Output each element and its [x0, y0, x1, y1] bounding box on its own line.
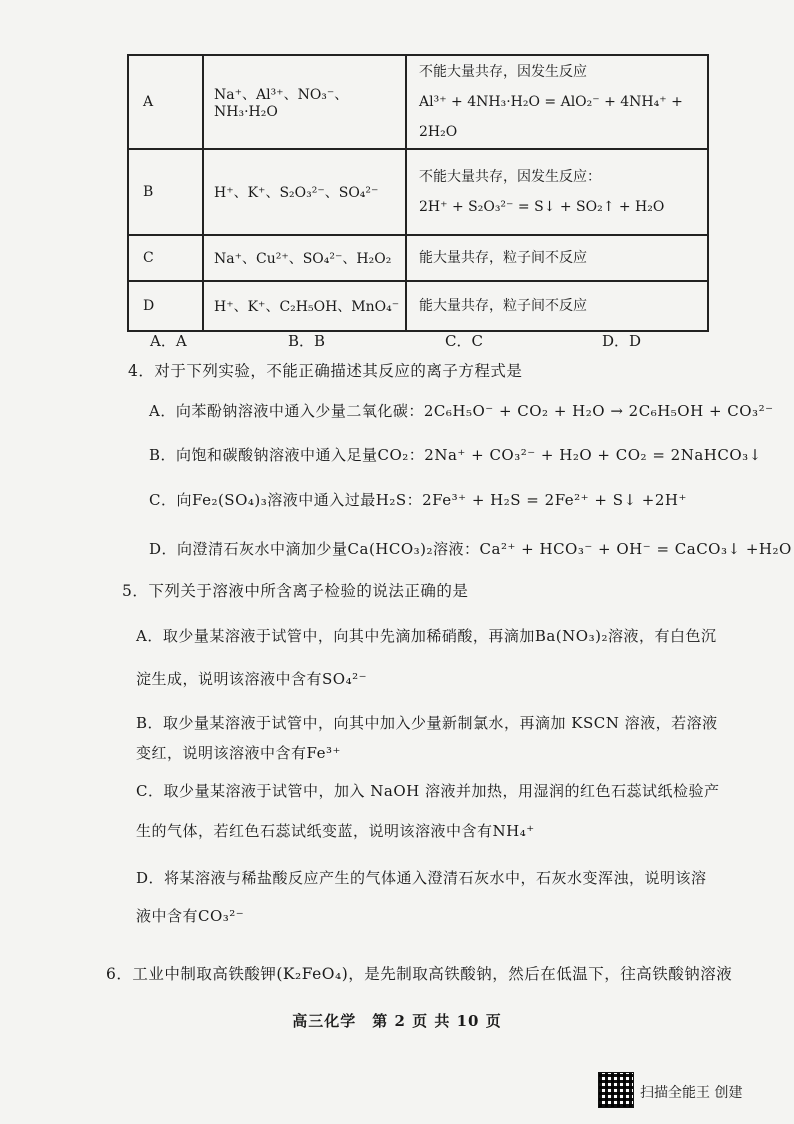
desc-line: 能大量共存，粒子间不反应	[419, 298, 587, 314]
row-ions: H⁺、K⁺、S₂O₃²⁻、SO₄²⁻	[203, 149, 406, 235]
q5-option-d-line2: 液中含有CO₃²⁻	[136, 907, 245, 925]
choice-b[interactable]: B．B	[288, 332, 326, 350]
q5-option-b-line1[interactable]: B．取少量某溶液于试管中，向其中加入少量新制氯水，再滴加 KSCN 溶液，若溶液	[136, 714, 718, 732]
question-5-stem: 5．下列关于溶液中所含离子检验的说法正确的是	[122, 582, 469, 600]
row-description	[406, 235, 708, 281]
row-label: D	[128, 281, 203, 331]
desc-line: 不能大量共存，因发生反应	[419, 64, 587, 80]
qr-code-icon	[598, 1072, 634, 1108]
q4-option-b[interactable]: B．向饱和碳酸钠溶液中通入足量CO₂：2Na⁺ + CO₃²⁻ + H₂O + CO₂ = 2NaHCO₃↓	[149, 446, 762, 464]
row-label: C	[128, 235, 203, 281]
scanner-watermark: 扫描全能王 创建	[640, 1085, 743, 1101]
q5-option-d-line1[interactable]: D．将某溶液与稀盐酸反应产生的气体通入澄清石灰水中，石灰水变浑浊，说明该溶	[136, 869, 707, 887]
row-label: B	[128, 149, 203, 235]
q5-option-b-line2: 变红，说明该溶液中含有Fe³⁺	[136, 744, 341, 762]
q5-option-a-line2: 淀生成，说明该溶液中含有SO₄²⁻	[136, 670, 368, 688]
choice-c[interactable]: C．C	[445, 332, 483, 350]
choice-d[interactable]: D．D	[602, 332, 642, 350]
table-row	[128, 55, 708, 149]
row-description	[406, 149, 708, 235]
question-6-stem: 6．工业中制取高铁酸钾(K₂FeO₄)，是先制取高铁酸钠，然后在低温下，往高铁酸钠溶液	[106, 965, 733, 983]
q4-option-d[interactable]: D．向澄清石灰水中滴加少量Ca(HCO₃)₂溶液：Ca²⁺ + HCO₃⁻ + OH⁻ = CaCO₃↓ +H₂O	[149, 540, 792, 558]
q4-option-a[interactable]: A．向苯酚钠溶液中通入少量二氧化碳：2C₆H₅O⁻ + CO₂ + H₂O → 2C₆H₅OH + CO₃²⁻	[149, 402, 774, 420]
desc-line: 不能大量共存，因发生反应：	[419, 169, 601, 185]
row-description	[406, 55, 708, 149]
row-ions: Na⁺、Al³⁺、NO₃⁻、NH₃·H₂O	[203, 55, 406, 149]
q4-option-c[interactable]: C．向Fe₂(SO₄)₃溶液中通入过最H₂S：2Fe³⁺ + H₂S = 2Fe²⁺ + S↓ +2H⁺	[149, 491, 687, 509]
desc-equation: Al³⁺ + 4NH₃·H₂O = AlO₂⁻ + 4NH₄⁺ + 2H₂O	[419, 94, 683, 140]
row-label: A	[128, 55, 203, 149]
ion-coexistence-table	[127, 54, 709, 332]
desc-equation: 2H⁺ + S₂O₃²⁻ = S↓ + SO₂↑ + H₂O	[419, 199, 665, 215]
row-ions: H⁺、K⁺、C₂H₅OH、MnO₄⁻	[203, 281, 406, 331]
q5-option-a-line1[interactable]: A．取少量某溶液于试管中，向其中先滴加稀硝酸，再滴加Ba(NO₃)₂溶液，有白色沉	[136, 627, 717, 645]
q5-option-c-line1[interactable]: C．取少量某溶液于试管中，加入 NaOH 溶液并加热，用湿润的红色石蕊试纸检验产	[136, 782, 720, 800]
choice-a[interactable]: A．A	[150, 332, 187, 350]
question-4-stem: 4．对于下列实验，不能正确描述其反应的离子方程式是	[128, 362, 523, 380]
table-row	[128, 281, 708, 331]
row-description	[406, 281, 708, 331]
desc-line: 能大量共存，粒子间不反应	[419, 250, 587, 266]
page-footer: 高三化学 第 2 页 共 10 页	[292, 1012, 502, 1030]
table-row	[128, 235, 708, 281]
table-row	[128, 149, 708, 235]
row-ions: Na⁺、Cu²⁺、SO₄²⁻、H₂O₂	[203, 235, 406, 281]
q5-option-c-line2: 生的气体，若红色石蕊试纸变蓝，说明该溶液中含有NH₄⁺	[136, 822, 535, 840]
